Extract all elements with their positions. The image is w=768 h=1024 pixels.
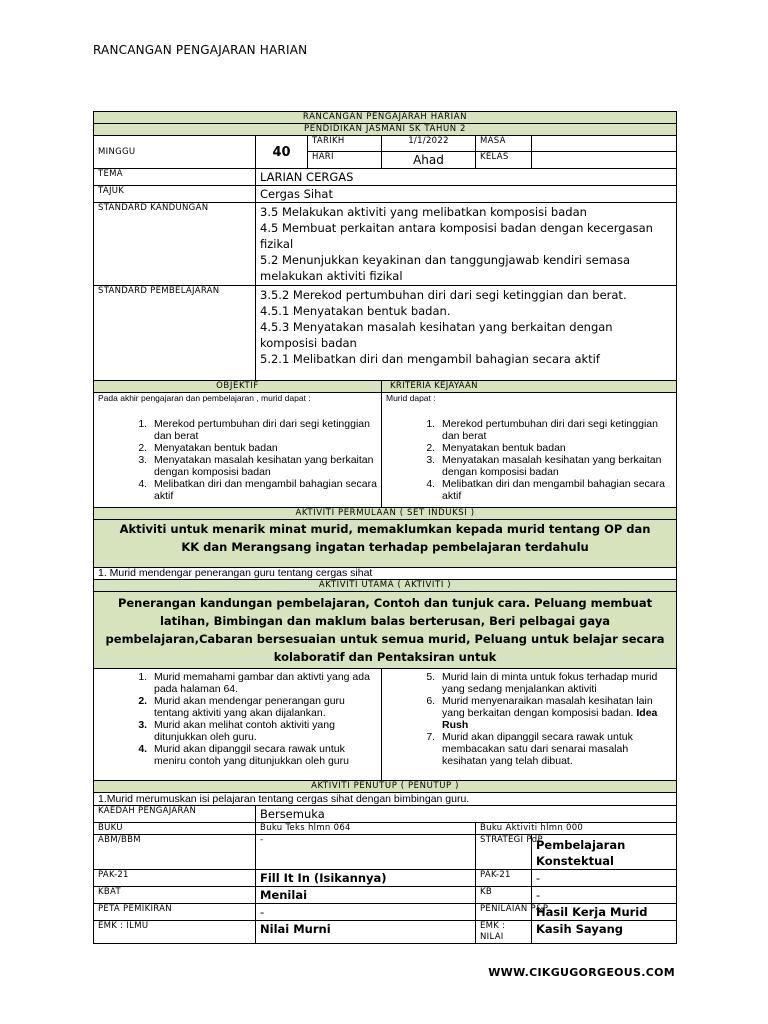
utama-left-item: 3. Murid akan melihat contoh aktiviti yang ditunjukkan oleh guru. [150,719,377,743]
utama-text: Penerangan kandungan pembelajaran, Contoh dan tunjuk cara. Peluang membuat latihan, Bimbingan dan maklum balas berterusan, Beri pelbagai gaya pembelajaran,Cabaran bersesuaian untuk semua murid, Peluang untuk belajar secara kolaboratif dan Pentaksiran untuk [94,592,677,669]
peta-value: - [256,904,476,921]
standard-kandungan-label: STANDARD KANDUNGAN [94,203,256,286]
utama-right-item: 7. Murid akan dipanggil secara rawak untuk membacakan satu dari senarai masalah kesihatan yang telah dibuat. [438,731,672,767]
permulaan-text: Aktiviti untuk menarik minat murid, memaklumkan kepada murid tentang OP dan KK dan Merangsang ingatan terhadap pembelajaran terdahulu [94,520,677,568]
utama-right-cell [382,669,677,781]
minggu-label: MINGGU [94,136,256,169]
kbat-value: Menilai [256,887,476,904]
objektif-list [98,418,377,502]
permulaan-header: AKTIVITI PERMULAAN ( SET INDUKSI ) [94,508,677,520]
peta-label: PETA PEMIKIRAN [94,904,256,921]
sk-item: 4.5 Membuat perkaitan antara komposisi badan dengan kecergasan fizikal [260,221,653,251]
utama-left-cell [94,669,382,781]
kelas-value [532,152,677,169]
kriteria-item: 4. Melibatkan diri dan mengambil bahagian secara aktif [438,478,672,502]
utama-left-item: 2. Murid akan mendengar penerangan guru tentang aktiviti yang akan dijalankan. [150,695,377,719]
pak21b-value: - [532,870,677,887]
page-header: RANCANGAN PENGAJARAN HARIAN [93,43,308,57]
buku-aktiviti-value: Buku Aktiviti hlmn 000 [476,823,677,835]
kb-label: KB [476,887,532,904]
abm-value: - [256,835,476,870]
objektif-item: 4. Melibatkan diri dan mengambil bahagian secara aktif [150,478,377,502]
kriteria-item: 1. Merekod pertumbuhan diri dari segi ketinggian dan berat [438,418,672,442]
kriteria-item: 3. Menyatakan masalah kesihatan yang berkaitan dengan komposisi badan [438,454,672,478]
utama-left-item: 4. Murid akan dipanggil secara rawak untuk meniru contoh yang ditunjukkan oleh guru [150,743,377,767]
objektif-item: 3. Menyatakan masalah kesihatan yang berkaitan dengan komposisi badan [150,454,377,478]
abm-label: ABM/BBM [94,835,256,870]
masa-value [532,136,677,152]
pak21b-label: PAK-21 [476,870,532,887]
minggu-value: 40 [256,136,308,169]
tema-value: LARIAN CERGAS [256,169,677,186]
emk-ilmu-value: Nilai Murni [256,921,476,944]
emk-nilai-label: EMK : NILAI [476,921,532,944]
utama-header: AKTIVITI UTAMA ( AKTIVITI ) [94,580,677,592]
kb-value: - [532,887,677,904]
objektif-cell [94,393,382,508]
kriteria-item: 2. Menyatakan bentuk badan [438,442,672,454]
strategi-label: STRATEGI PdP [476,835,532,870]
penutup-item: 1.Murid merumuskan isi pelajaran tentang cergas sihat dengan bimbingan guru. [94,793,677,806]
kelas-label: KELAS [476,152,532,169]
buku-teks-value: Buku Teks hlmn 064 [256,823,476,835]
pak21-value: Fill It In (Isikannya) [256,870,476,887]
hari-value: Ahad [382,152,476,169]
kriteria-intro: Murid dapat : [386,393,436,403]
pak21-label: PAK-21 [94,870,256,887]
table-subtitle: PENDIDIKAN JASMANI SK TAHUN 2 [94,124,677,136]
penilaian-label: PENILAIAN P&P [476,904,532,921]
sp-item: 5.2.1 Melibatkan diri dan mengambil bahagian secara aktif [260,352,600,366]
objektif-item: 1. Merekod pertumbuhan diri dari segi ketinggian dan berat [150,418,377,442]
tarikh-value: 1/1/2022 [382,136,476,152]
objektif-header: OBJEKTIF [94,381,382,393]
sp-item: 4.5.1 Menyatakan bentuk badan. [260,304,451,318]
utama-left-list [98,671,377,767]
sk-item: 3.5 Melakukan aktiviti yang melibatkan komposisi badan [260,205,587,219]
tarikh-label: TARIKH [308,136,382,152]
utama-right-item [438,695,672,731]
utama-right-item: 5. Murid lain di minta untuk fokus terhadap murid yang sedang menjalankan aktiviti [438,671,672,695]
idea-rush-label: Idea Rush [442,707,658,731]
kaedah-label: KAEDAH PENGAJARAN [94,806,256,823]
kbat-label: KBAT [94,887,256,904]
sp-item: 3.5.2 Merekod pertumbuhan diri dari segi ketinggian dan berat. [260,288,627,302]
objektif-item: 2. Menyatakan bentuk badan [150,442,377,454]
tajuk-label: TAJUK [94,186,256,203]
kriteria-cell [382,393,677,508]
standard-pembelajaran-value [256,286,677,381]
emk-nilai-value: Kasih Sayang [532,921,677,944]
standard-kandungan-value [256,203,677,286]
table-title: RANCANGAN PENGAJARAH HARIAN [94,112,677,124]
objektif-intro: Pada akhir pengajaran dan pembelajaran , murid dapat : [98,393,311,403]
tema-label: TEMA [94,169,256,186]
utama-right-item-text: Murid menyenaraikan masalah kesihatan lain yang berkaitan dengan komposisi badan. [442,695,653,719]
rph-table [93,111,677,944]
sp-item: 4.5.3 Menyatakan masalah kesihatan yang berkaitan dengan komposisi badan [260,320,613,350]
permulaan-item: 1. Murid mendengar penerangan guru tentang cergas sihat [94,568,677,580]
utama-right-list [386,671,672,767]
penutup-header: AKTIVITI PENUTUP ( PENUTUP ) [94,781,677,793]
footer-url: WWW.CIKGUGORGEOUS.COM [488,966,675,979]
kriteria-list [386,418,672,502]
strategi-value: Pembelajaran Konstektual [532,835,677,870]
kaedah-value: Bersemuka [256,806,677,823]
utama-left-item: 1. Murid memahami gambar dan aktivti yang ada pada halaman 64. [150,671,377,695]
tajuk-value: Cergas Sihat [256,186,677,203]
hari-label: HARI [308,152,382,169]
emk-ilmu-label: EMK : ILMU [94,921,256,944]
penilaian-value: Hasil Kerja Murid [532,904,677,921]
masa-label: MASA [476,136,532,152]
buku-label: BUKU [94,823,256,835]
kriteria-header: KRITERIA KEJAYAAN [382,381,677,393]
sk-item: 5.2 Menunjukkan keyakinan dan tanggungjawab kendiri semasa melakukan aktiviti fizikal [260,253,631,283]
standard-pembelajaran-label: STANDARD PEMBELAJARAN [94,286,256,381]
